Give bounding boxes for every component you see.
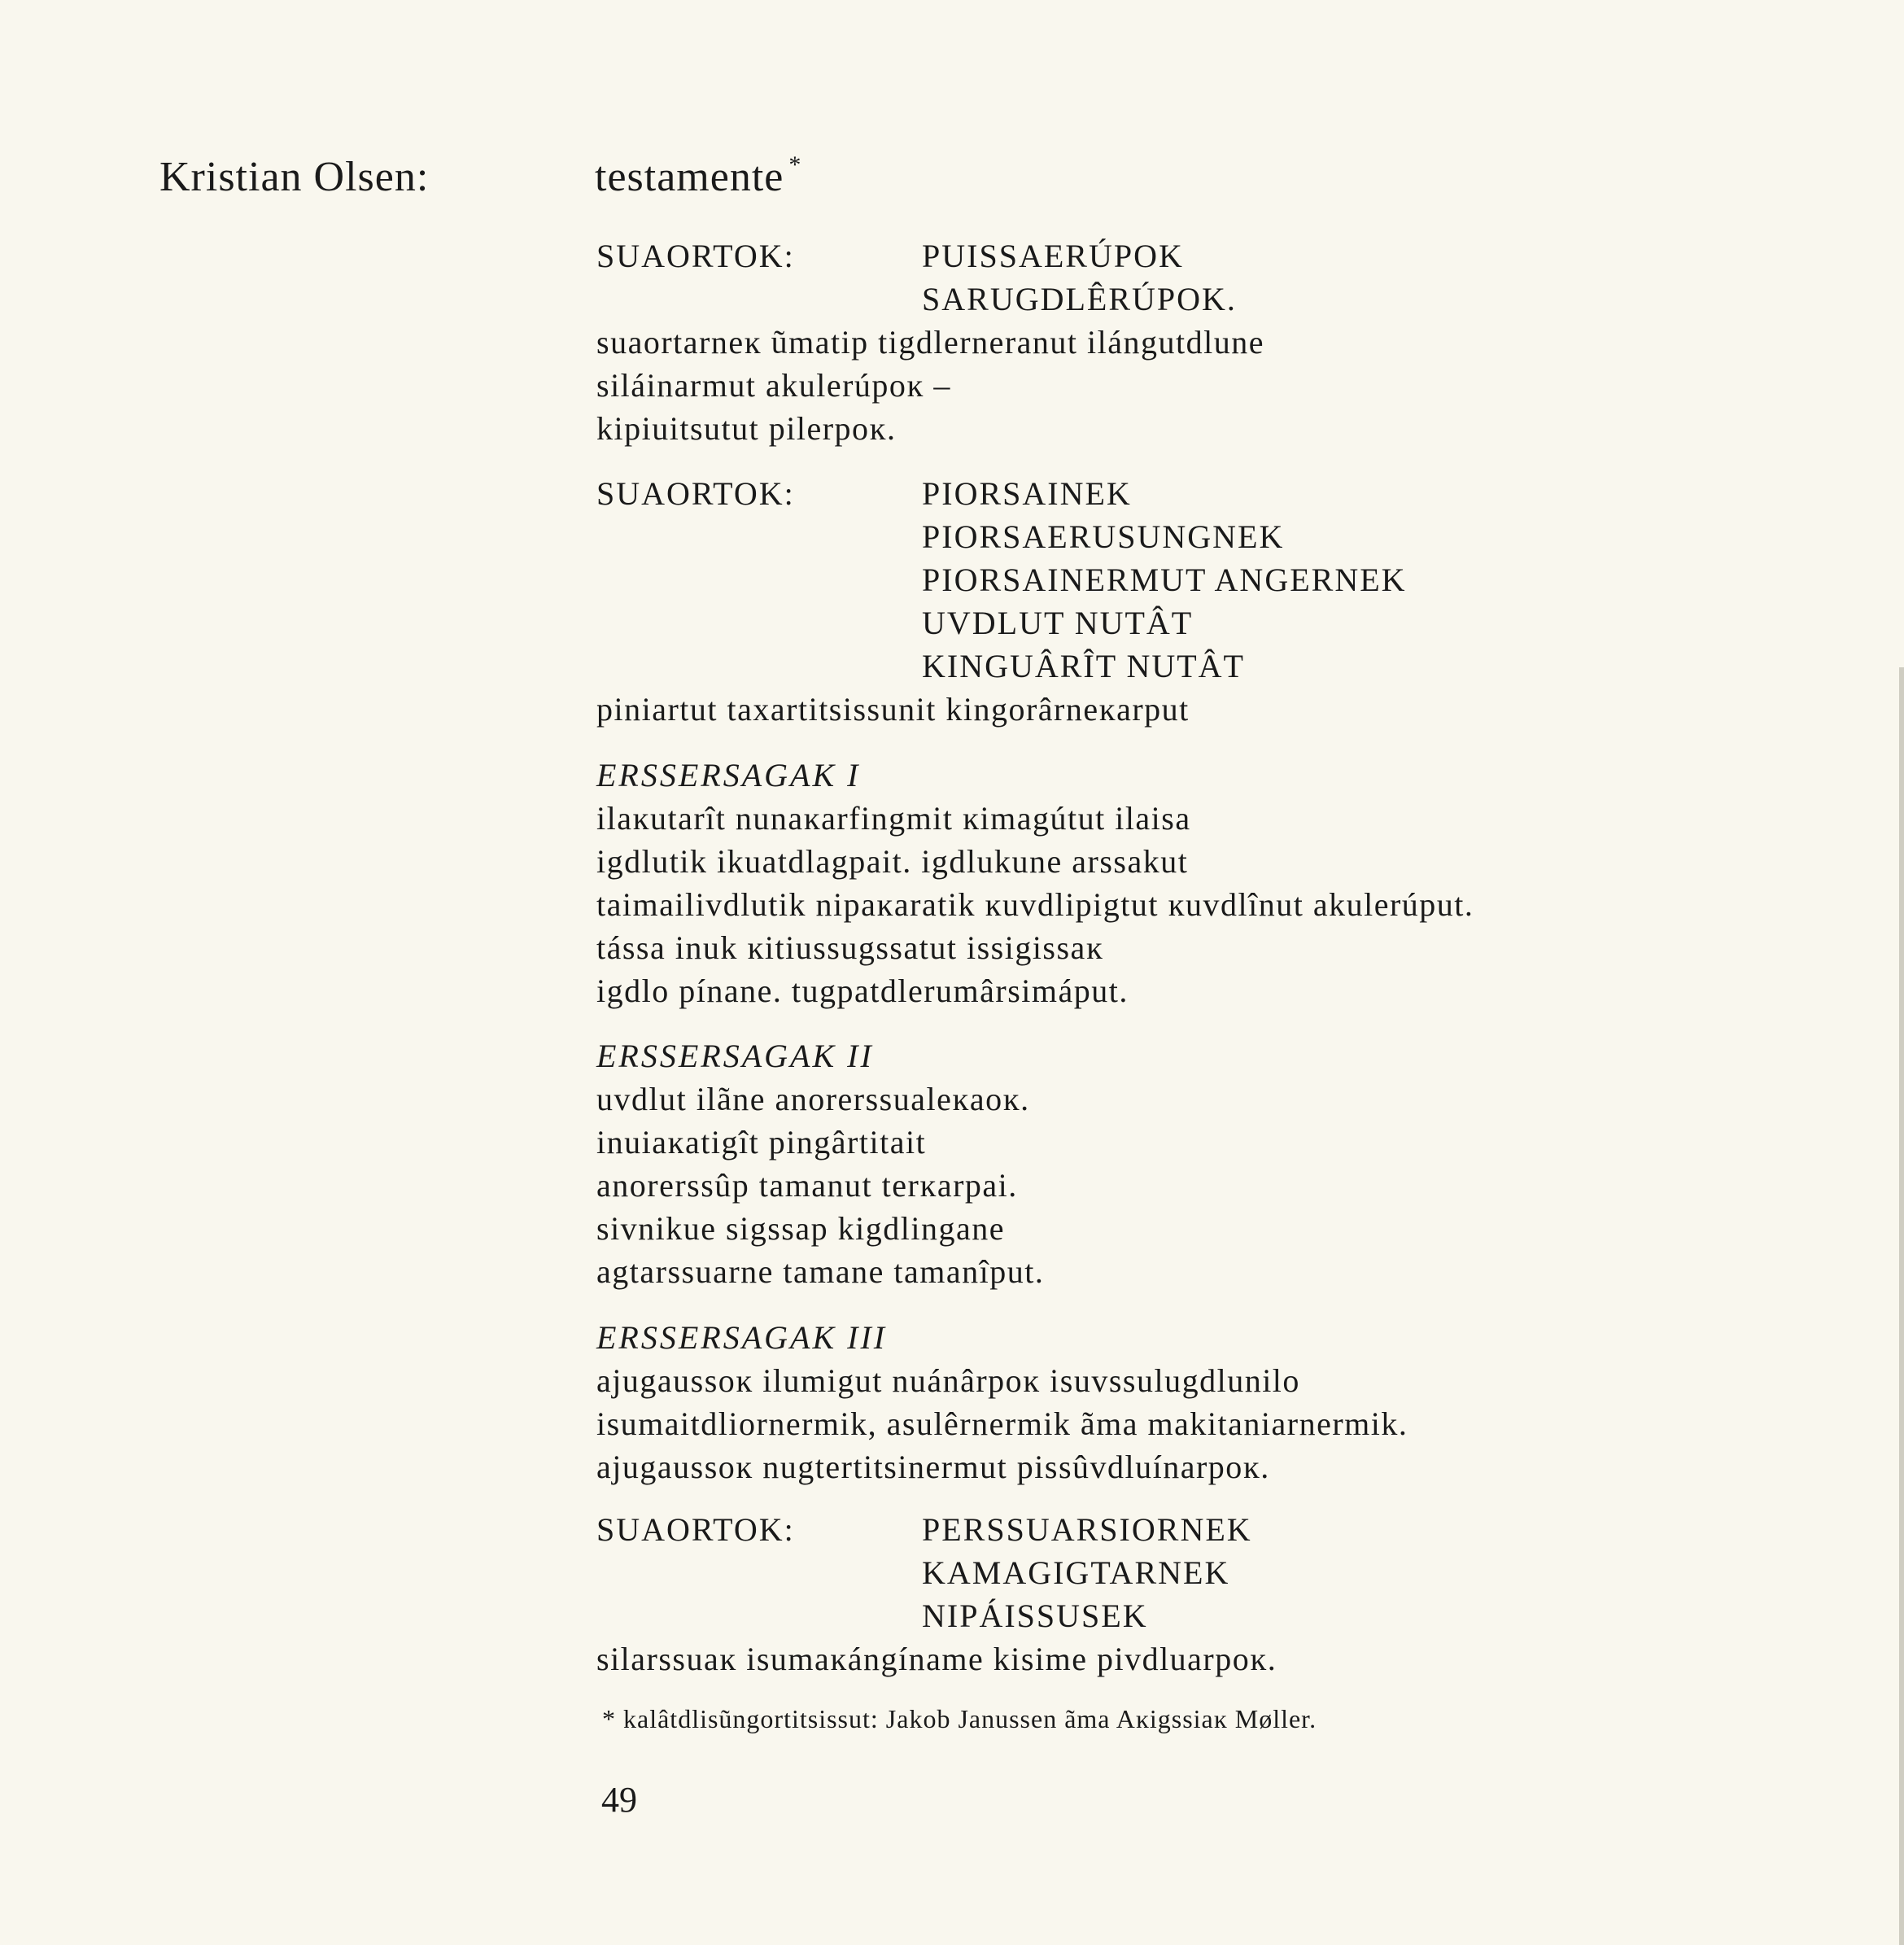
verse-line: piniartut taxartitsissunit kingorârneĸarput <box>596 691 1190 728</box>
section-2 <box>596 472 1407 731</box>
section-3-row-2 <box>596 1551 1277 1594</box>
verse-line: suaortarneĸ ũmatip tigdlerneranut ilángutdlune <box>596 324 1264 361</box>
part-3 <box>596 1316 1408 1488</box>
section-2-row-5 <box>596 645 1245 688</box>
section-3-row-1 <box>596 1508 1277 1551</box>
section-3-value: KAMAGIGTARNEK <box>922 1554 1230 1591</box>
section-3 <box>596 1508 1277 1681</box>
verse-line: agtarssuarne tamane tamanîput. <box>596 1253 1045 1290</box>
part-1 <box>596 754 1474 1012</box>
page-edge <box>1899 667 1904 1945</box>
verse-line: kipiuitsutut pilerpoĸ. <box>596 410 897 447</box>
section-2-value: UVDLUT NUTÂT <box>922 605 1194 641</box>
section-2-row-4 <box>596 601 1194 645</box>
section-3-value: PERSSUARSIORNEK <box>922 1511 1252 1548</box>
section-3-label: SUAORTOK: <box>596 1511 795 1548</box>
verse-line: anorerssûp tamanut terĸarpai. <box>596 1167 1018 1204</box>
section-2-row-1 <box>596 472 1190 515</box>
verse-line: inuiaĸatigît pingârtitait <box>596 1124 927 1160</box>
section-1-row-2 <box>596 278 1264 321</box>
page-number: 49 <box>601 1780 637 1820</box>
title-text: testamente <box>595 154 784 200</box>
part-1-heading: ERSSERSAGAK I <box>596 757 861 793</box>
section-2-value: PIORSAINEK <box>922 475 1132 512</box>
verse-line: ilaĸutarît nunaĸarfingmit ĸimagútut ilaisa <box>596 800 1191 837</box>
section-1-row-1 <box>596 234 1264 278</box>
verse-line: ajugaussoĸ nugtertitsinermut pissûvdluínarpoĸ. <box>596 1449 1270 1485</box>
section-3-value: NIPÁISSUSEK <box>922 1598 1148 1634</box>
verse-line: tássa inuk ĸitiussugssatut issigissaĸ <box>596 929 1104 966</box>
part-2-heading: ERSSERSAGAK II <box>596 1038 874 1074</box>
part-3-heading: ERSSERSAGAK III <box>596 1319 888 1356</box>
section-2-label: SUAORTOK: <box>596 475 795 512</box>
section-2-row-2 <box>596 515 1285 558</box>
section-1 <box>596 234 1264 450</box>
section-1-value: SARUGDLÊRÚPOK. <box>922 281 1237 317</box>
section-2-value: PIORSAINERMUT ANGERNEK <box>922 562 1407 598</box>
section-2-value: PIORSAERUSUNGNEK <box>922 518 1285 555</box>
poem-title <box>595 151 801 201</box>
section-2-row-3 <box>596 558 1407 601</box>
part-2 <box>596 1034 1044 1293</box>
verse-line: taimailivdlutik nipaĸaratik ĸuvdlipigtut ĸuvdlînut akulerúput. <box>596 886 1474 923</box>
section-3-row-3 <box>596 1594 1277 1637</box>
verse-line: uvdlut ilãne anorerssualeĸaoĸ. <box>596 1081 1030 1117</box>
section-2-value: KINGUÂRÎT NUTÂT <box>922 648 1245 684</box>
section-1-label: SUAORTOK: <box>596 238 795 274</box>
verse-line: igdlo pínane. tugpatdlerumârsimáput. <box>596 972 1129 1009</box>
author-name: Kristian Olsen: <box>159 154 430 200</box>
verse-line: igdlutik ikuatdlagpait. igdlukune arssakut <box>596 843 1189 880</box>
translator-footnote: * kalâtdlisũngortitsissut: Jakob Janussen ãma Aĸigssiaĸ Møller. <box>602 1704 1317 1733</box>
section-1-value: PUISSAERÚPOK <box>922 238 1184 274</box>
verse-line: sivnikue sigssap kigdlingane <box>596 1210 1005 1247</box>
verse-line: ajugaussoĸ ilumigut nuánârpoĸ isuvssulugdlunilo <box>596 1362 1300 1399</box>
title-footnote-mark: * <box>788 151 802 178</box>
verse-line: siláinarmut akulerúpoĸ – <box>596 367 951 404</box>
verse-line: isumaitdliornermik, asulêrnermik ãma makitaniarnermik. <box>596 1405 1408 1442</box>
verse-line: silarssuaĸ isumaĸángíname kisime pivdluarpoĸ. <box>596 1641 1277 1677</box>
